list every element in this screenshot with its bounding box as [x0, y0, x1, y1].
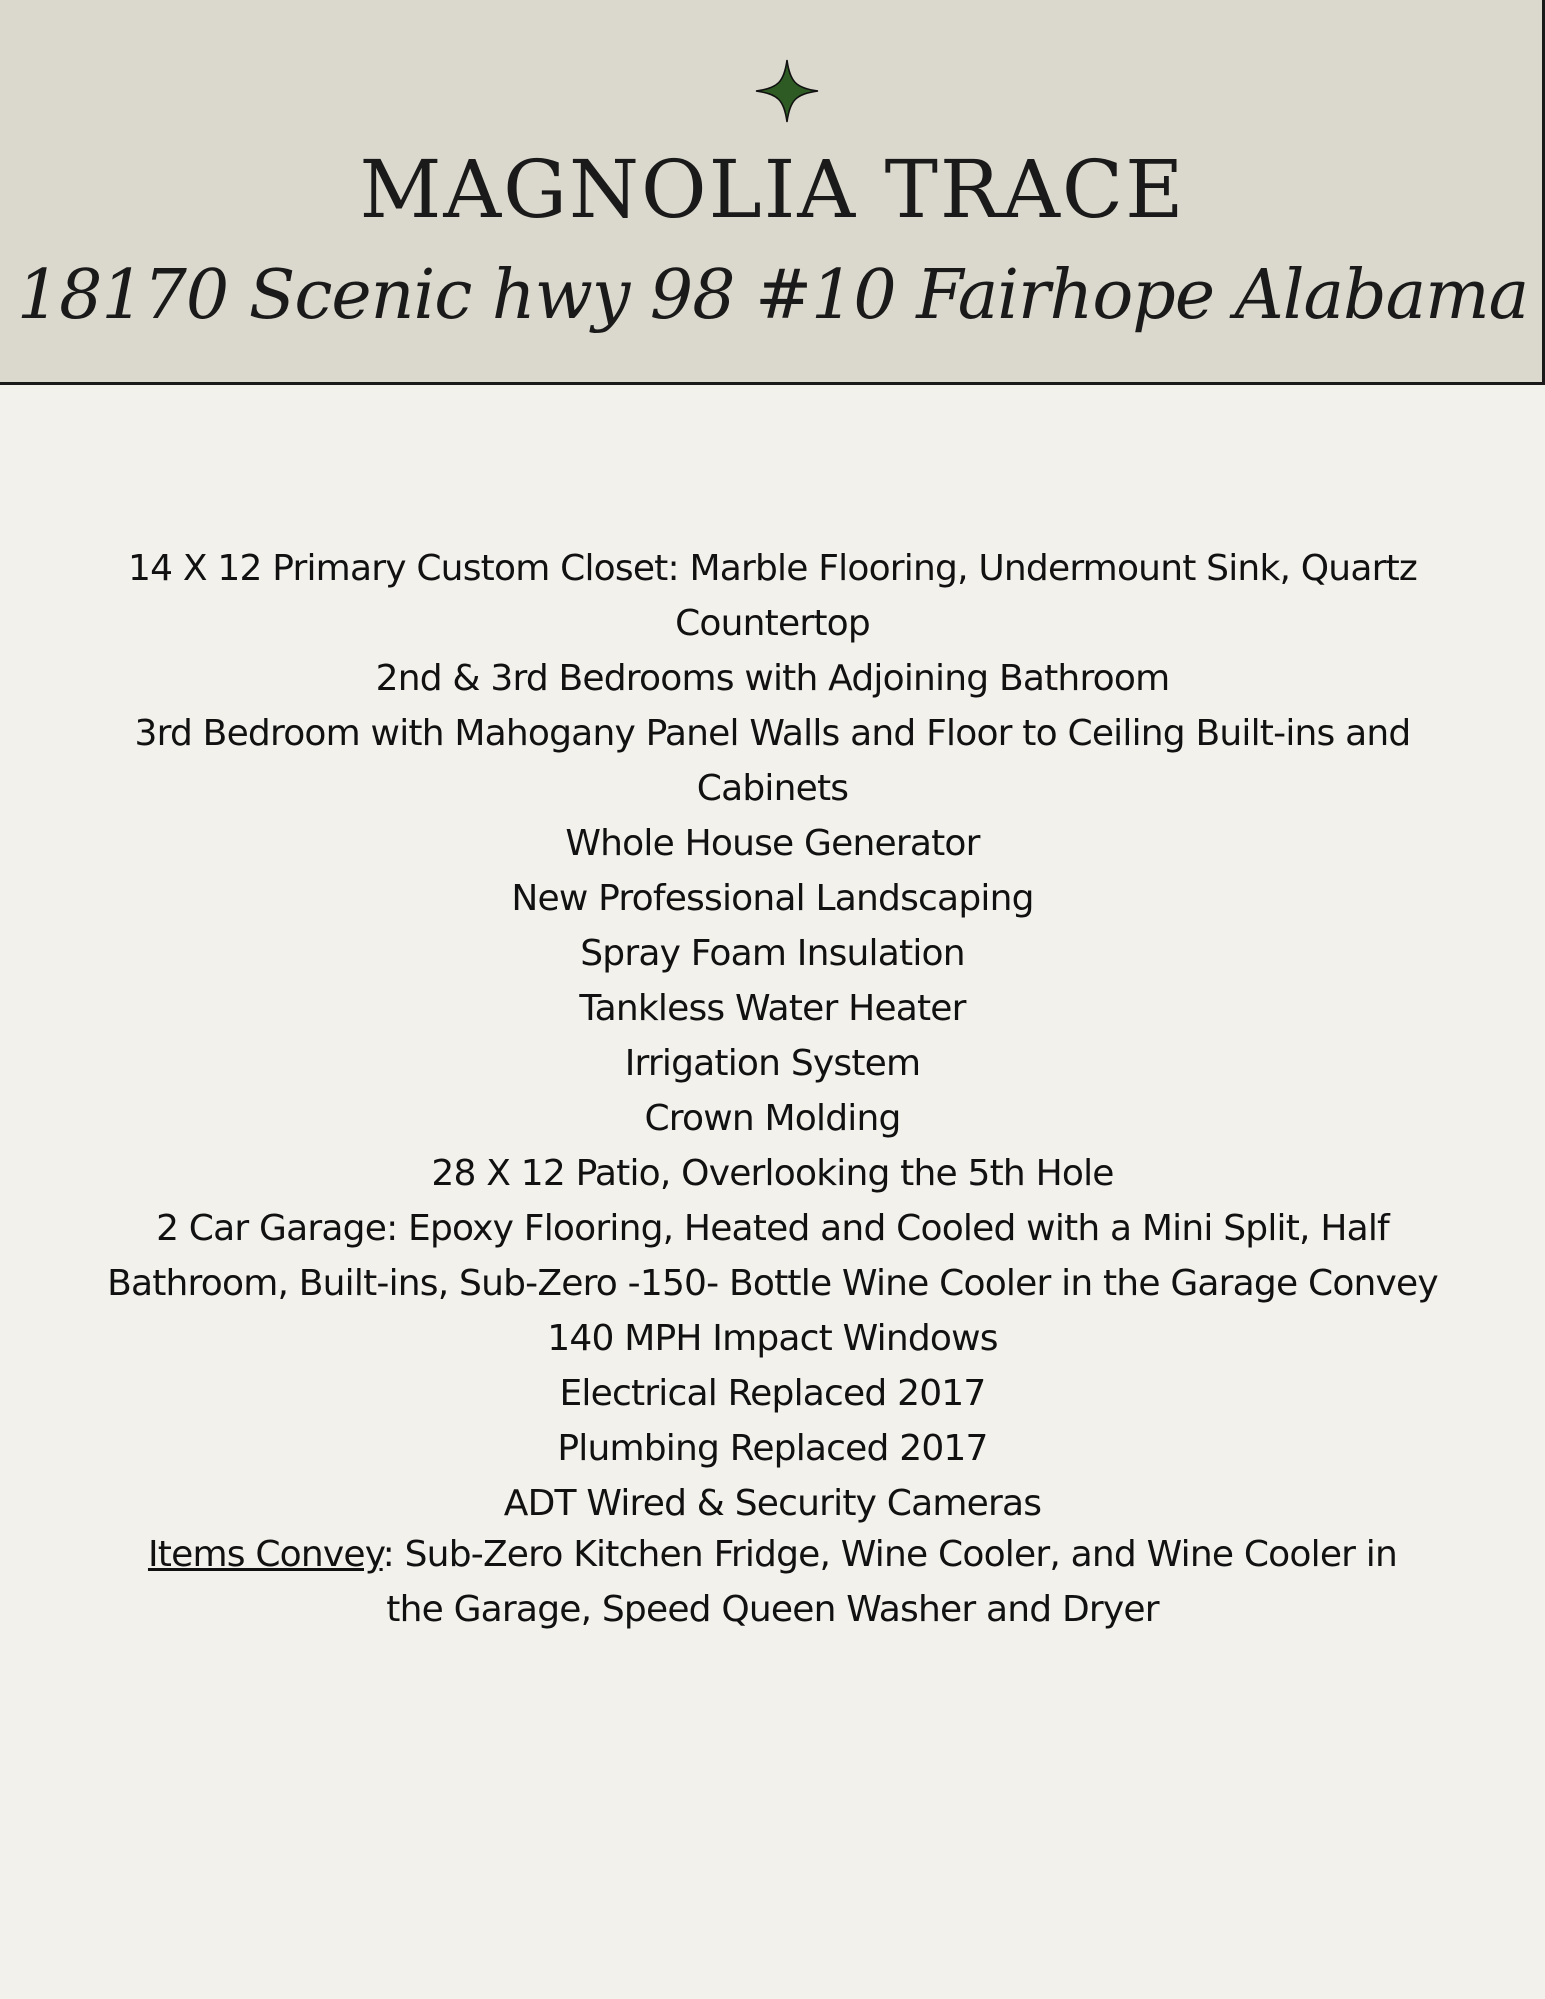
list-item: Tankless Water Heater [579, 988, 966, 1029]
list-item: Spray Foam Insulation [580, 933, 965, 974]
list-item: New Professional Landscaping [511, 878, 1034, 919]
property-address: 18170 Scenic hwy 98 #10 Fairhope Alabama [16, 256, 1529, 335]
items-convey-paragraph [120, 1527, 1425, 1637]
page-title: MAGNOLIA TRACE [359, 143, 1186, 236]
list-item: 3rd Bedroom with Mahogany Panel Walls and Floor to Ceiling Built-ins and Cabinets [134, 713, 1411, 809]
list-item: ADT Wired & Security Cameras [503, 1483, 1042, 1524]
list-item: 14 X 12 Primary Custom Closet: Marble Flooring, Undermount Sink, Quartz Countertop [127, 548, 1418, 644]
list-item: Electrical Replaced 2017 [559, 1373, 986, 1414]
items-convey-text: Sub-Zero Kitchen Fridge, Wine Cooler, and Wine Cooler in the Garage, Speed Queen Washer and Dryer [386, 1534, 1398, 1630]
four-point-star-icon [754, 58, 820, 124]
items-convey-label: Items Convey [147, 1534, 383, 1575]
list-item: Irrigation System [624, 1043, 921, 1084]
header-banner [0, 0, 1545, 385]
list-item: Plumbing Replaced 2017 [557, 1428, 988, 1469]
list-item: 28 X 12 Patio, Overlooking the 5th Hole [431, 1153, 1114, 1194]
feature-list [80, 541, 1465, 1531]
list-item: 2 Car Garage: Epoxy Flooring, Heated and Cooled with a Mini Split, Half Bathroom, Built-ins, Sub-Zero -150- Bottle Wine Cooler in the Garage Convey [107, 1208, 1438, 1304]
list-item: 140 MPH Impact Windows [547, 1318, 998, 1359]
list-item: Whole House Generator [565, 823, 980, 864]
items-convey-separator: : [382, 1534, 394, 1575]
list-item: 2nd & 3rd Bedrooms with Adjoining Bathroom [375, 658, 1170, 699]
list-item: Crown Molding [644, 1098, 901, 1139]
